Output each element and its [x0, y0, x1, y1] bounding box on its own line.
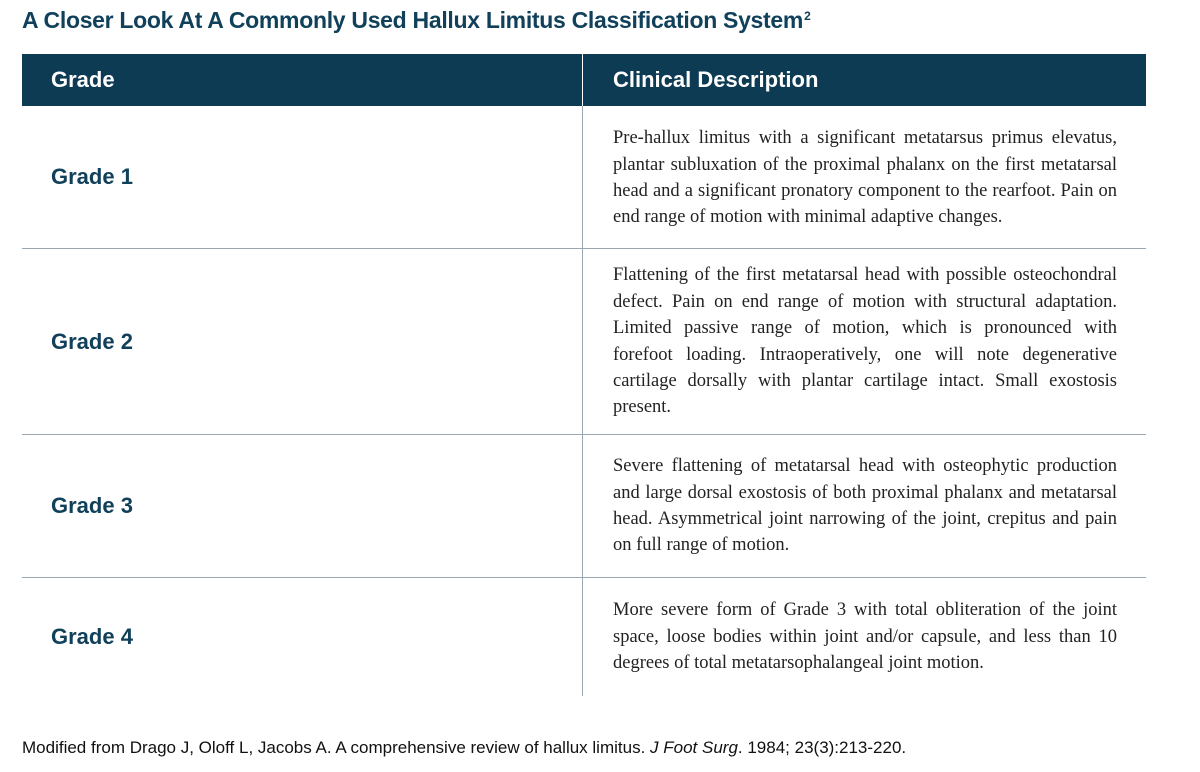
grade-cell: Grade 2	[22, 249, 583, 434]
page-title-text: A Closer Look At A Commonly Used Hallux Limitus Classification System	[22, 7, 804, 33]
footnote-citation: Modified from Drago J, Oloff L, Jacobs A. A comprehensive review of hallux limitus.	[22, 738, 651, 757]
description-cell: Flattening of the first metatarsal head with possible osteochondral defect. Pain on end range of motion with structural adaptation. Limited passive range of motion, which is pronounced with forefoot loading. Intraoperatively, one will note degenerative cartilage dorsally with plantar cartilage intact. Small exostosis present.	[613, 265, 1117, 418]
table-header-row	[22, 54, 1146, 106]
title-reference-superscript: 2	[804, 9, 811, 23]
table-row	[22, 106, 1146, 249]
description-column-header: Clinical Description	[613, 67, 819, 92]
footnote-journal: J Foot Surg	[650, 738, 738, 757]
page-title	[22, 7, 810, 34]
source-footnote	[22, 738, 906, 758]
grade-cell: Grade 3	[22, 435, 583, 577]
grade-cell: Grade 1	[22, 106, 583, 248]
footnote-details: . 1984; 23(3):213-220.	[737, 738, 907, 757]
grade-cell: Grade 4	[22, 578, 583, 696]
table-row	[22, 249, 1146, 435]
table-row	[22, 435, 1146, 578]
description-cell: Severe flattening of metatarsal head with osteophytic production and large dorsal exostosis of both proximal phalanx and metatarsal head. Asymmetrical joint narrowing of the joint, crepitus and pain on full range of motion.	[613, 456, 1117, 556]
description-cell: Pre-hallux limitus with a significant metatarsus primus elevatus, plantar subluxation of the proximal phalanx on the first metatarsal head and a significant pronatory component to the rearfoot. Pain on end range of motion with minimal adaptive changes.	[613, 128, 1117, 228]
classification-table	[22, 54, 1146, 696]
description-cell: More severe form of Grade 3 with total obliteration of the joint space, loose bodies within joint and/or capsule, and less than 10 degrees of total metatarsophalangeal joint motion.	[613, 600, 1117, 674]
table-row	[22, 578, 1146, 696]
grade-column-header: Grade	[22, 54, 583, 106]
